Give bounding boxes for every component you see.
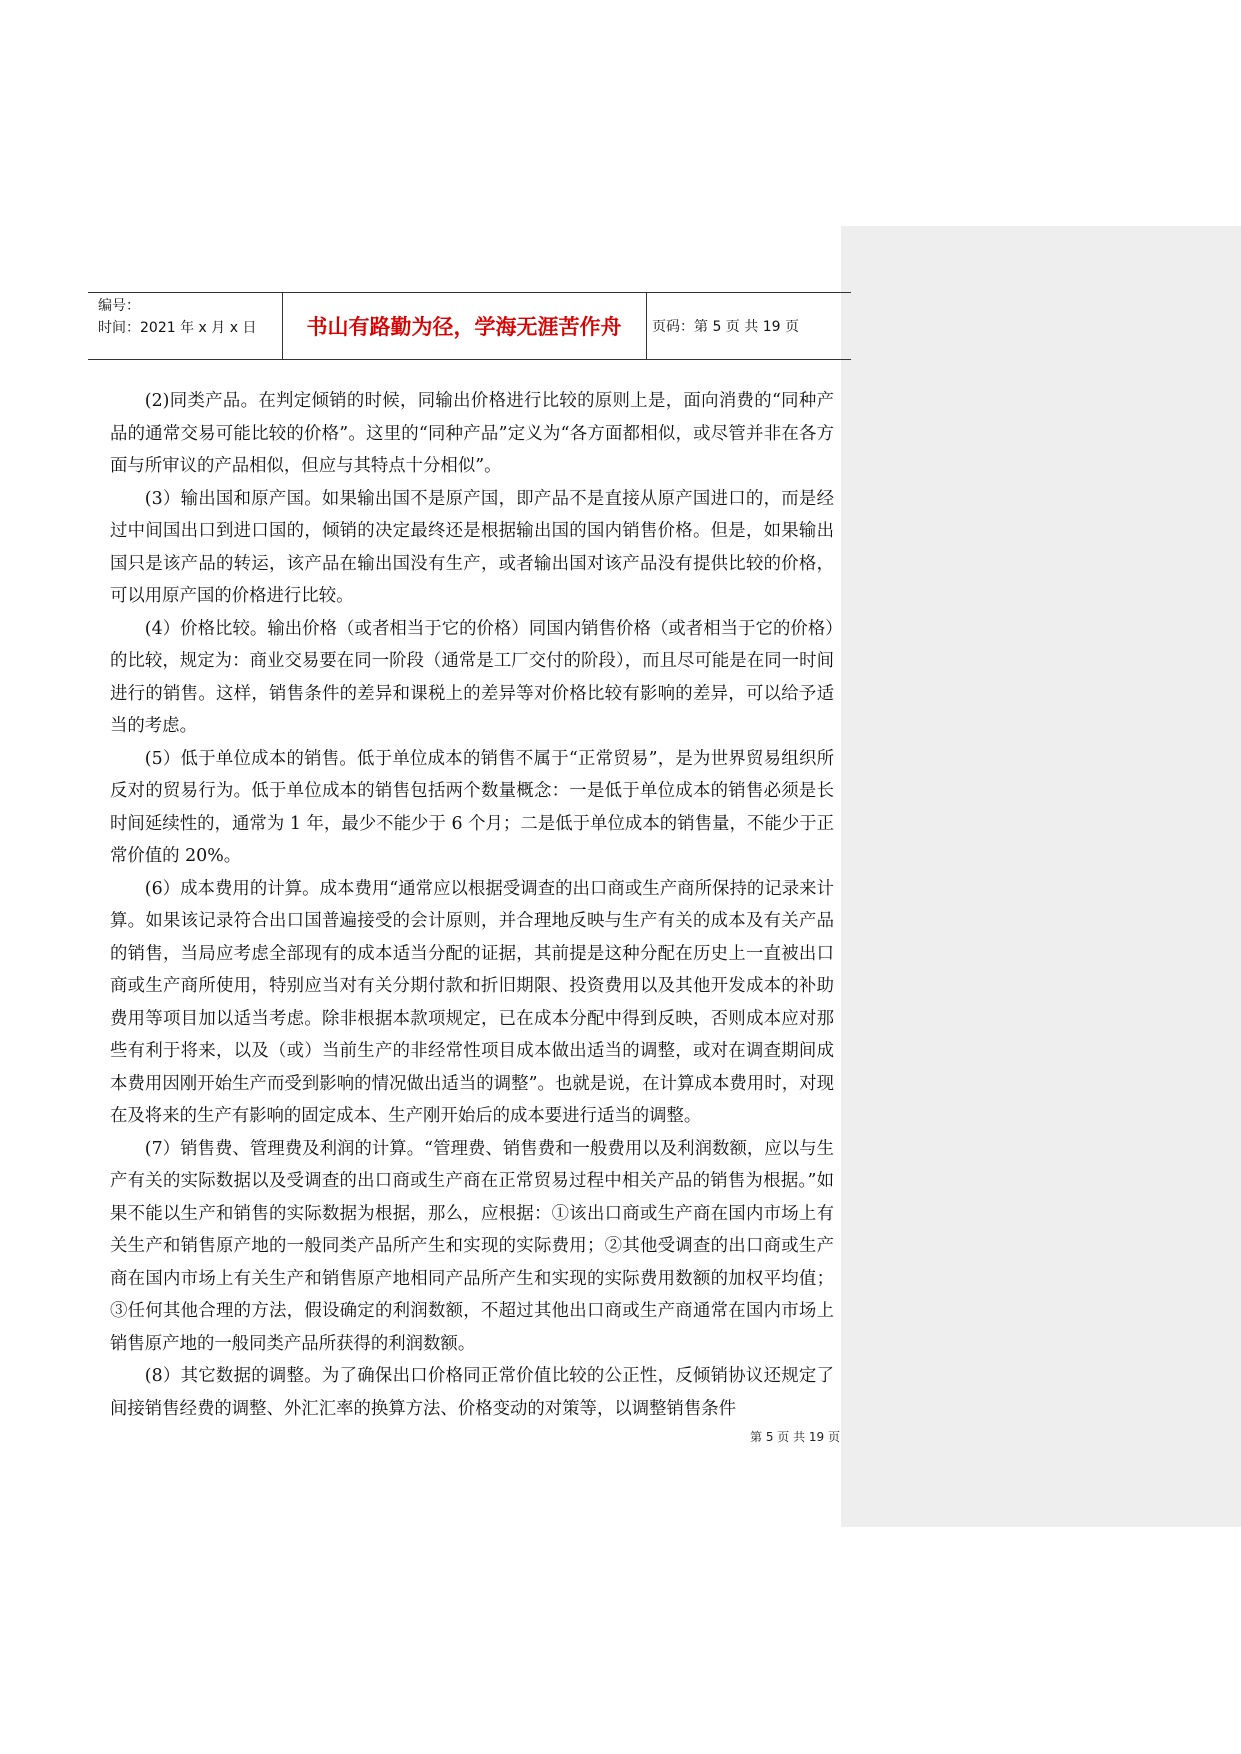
header-bottom-rule	[88, 359, 851, 360]
header-divider-right	[646, 292, 647, 360]
paragraph-8: (8）其它数据的调整。为了确保出口价格同正常价值比较的公正性，反倾销协议还规定了间接销售经费的调整、外汇汇率的换算方法、价格变动的对策等，以调整销售条件	[110, 1366, 834, 1419]
header-meta	[98, 295, 273, 339]
paragraph-7: (7）销售费、管理费及利润的计算。“管理费、销售费和一般费用以及利润数额，应以与生产有关的实际数据以及受调查的出口商或生产商在正常贸易过程中相关产品的销售为根据。”如果不能以生产和销售的实际数据为根据，那么，应根据：①该出口商或生产商在国内市场上有关生产和销售原产地的一般同类产品所产生和实现的实际费用；②其他受调查的出口商或生产商在国内市场上有关生产和销售原产地相同产品所产生和实现的实际费用数额的加权平均值；③任何其他合理的方法，假设确定的利润数额，不超过其他出口商或生产商通常在国内市场上销售原产地的一般同类产品所获得的利润数额。	[110, 1138, 834, 1354]
paragraph-3: (3）输出国和原产国。如果输出国不是原产国，即产品不是直接从原产国进口的，而是经过中间国出口到进口国的，倾销的决定最终还是根据输出国的国内销售价格。但是，如果输出国只是该产品的转运，该产品在输出国没有生产，或者输出国对该产品没有提供比较的价格，可以用原产国的价格进行比较。	[110, 488, 834, 606]
header-number-label: 编号：	[98, 298, 140, 314]
paragraph-5: (5）低于单位成本的销售。低于单位成本的销售不属于“正常贸易”，是为世界贸易组织所反对的贸易行为。低于单位成本的销售包括两个数量概念：一是低于单位成本的销售必须是长时间延续性的，通常为 1 年，最少不能少于 6 个月；二是低于单位成本的销售量，不能少于正常价值的 20%。	[110, 748, 834, 866]
comment-margin-pane	[841, 226, 1241, 1527]
header-divider-left	[282, 292, 283, 360]
page-header	[88, 292, 851, 360]
paragraph-6: (6）成本费用的计算。成本费用“通常应以根据受调查的出口商或生产商所保持的记录来计算。如果该记录符合出口国普遍接受的会计原则，并合理地反映与生产有关的成本及有关产品的销售，当局应考虑全部现有的成本适当分配的证据，其前提是这种分配在历史上一直被出口商或生产商所使用，特别应当对有关分期付款和折旧期限、投资费用以及其他开发成本的补助费用等项目加以适当考虑。除非根据本款项规定，已在成本分配中得到反映，否则成本应对那些有利于将来，以及（或）当前生产的非经常性项目成本做出适当的调整，或对在调查期间成本费用因刚开始生产而受到影响的情况做出适当的调整”。也就是说，在计算成本费用时，对现在及将来的生产有影响的固定成本、生产刚开始后的成本要进行适当的调整。	[110, 878, 834, 1126]
header-motto: 书山有路勤为径，学海无涯苦作舟	[306, 315, 622, 339]
document-body	[110, 385, 834, 1425]
paragraph-4: (4）价格比较。输出价格（或者相当于它的价格）同国内销售价格（或者相当于它的价格）的比较，规定为：商业交易要在同一阶段（通常是工厂交付的阶段），而且尽可能是在同一时间进行的销售。这样，销售条件的差异和课税上的差异等对价格比较有影响的差异，可以给予适当的考虑。	[110, 618, 834, 736]
paragraph-2: (2)同类产品。在判定倾销的时候，同输出价格进行比较的原则上是，面向消费的“同种产品的通常交易可能比较的价格”。这里的“同种产品”定义为“各方面都相似，或尽管并非在各方面与所审议的产品相似，但应与其特点十分相似”。	[110, 391, 834, 476]
header-page-info: 页码：第 5 页 共 19 页	[652, 319, 799, 335]
header-time-label: 时间：2021 年 x 月 x 日	[98, 320, 257, 336]
page-footer: 第 5 页 共 19 页	[750, 1430, 840, 1444]
